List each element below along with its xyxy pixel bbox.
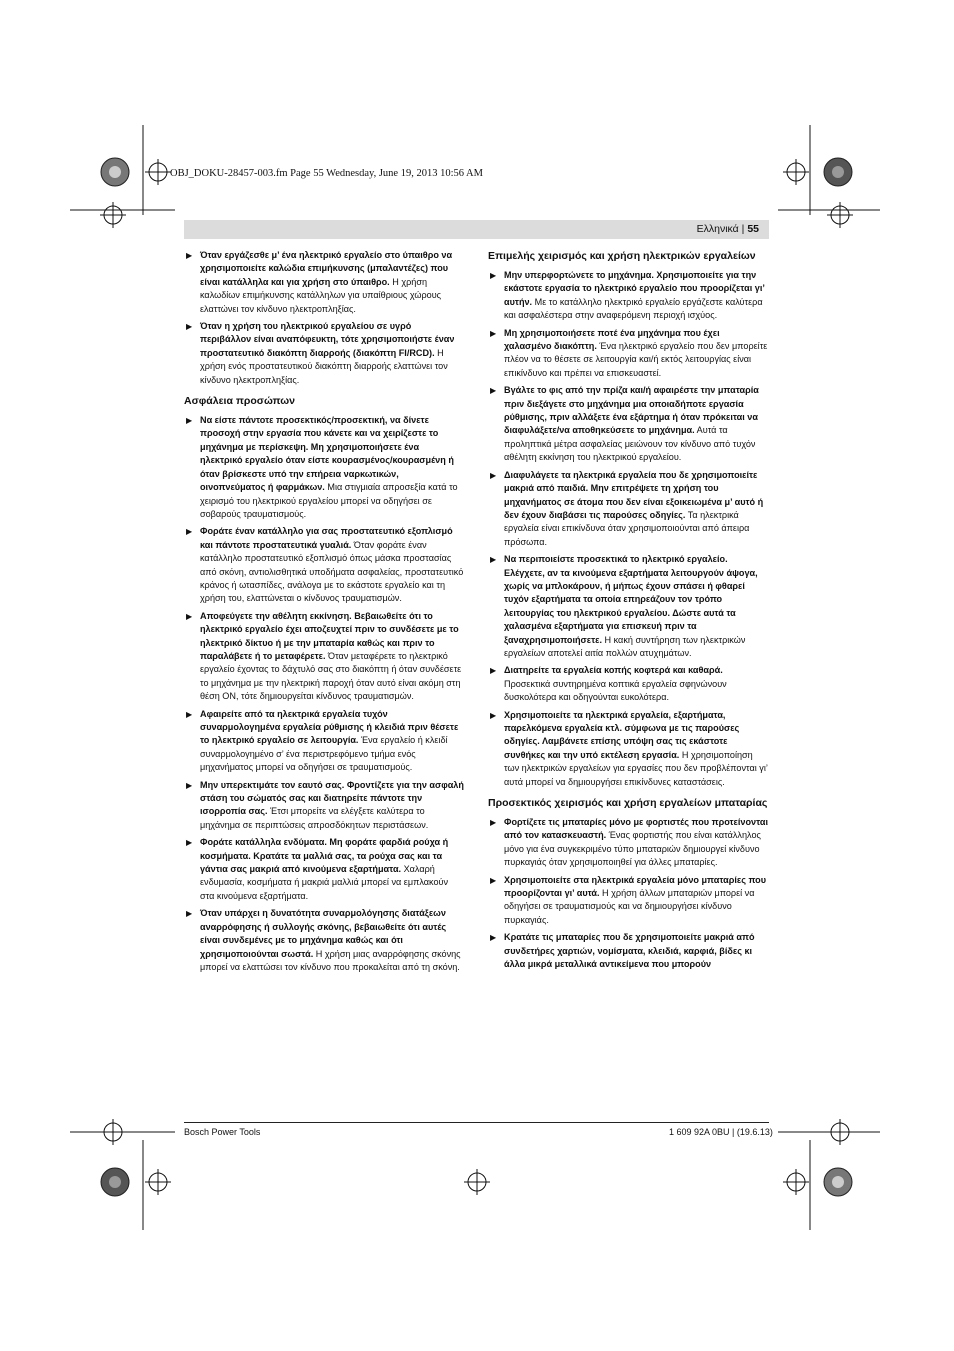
item-text: Ένα ηλεκτρικό εργαλείο που δεν μπορείτε πλέον να το θέσετε σε λειτουργία και/ή εκτός λειτουργίας είναι επικίνδυνο και πρέπει να επισκευαστεί. <box>504 341 768 378</box>
bullet-arrow-icon: ▶ <box>490 328 497 338</box>
list-item <box>488 469 768 549</box>
list-item <box>488 709 768 789</box>
file-info: OBJ_DOKU-28457-003.fm Page 55 Wednesday, June 19, 2013 10:56 AM <box>170 168 483 179</box>
item-text: Η χρήση καλωδίων επιμήκυνσης κατάλληλων για υπαίθριους χώρους ελαττώνει τον κίνδυνο ηλεκτροπληξίας. <box>200 276 442 314</box>
item-text: Όταν φοράτε έναν κατάλληλο προστατευτικό εξοπλισμό όπως μάσκα προστασίας από σκόνη, αντιολισθητικά υποδήματα ασφαλείας, προστατευτικό κράνος ή ωτασπίδες, ανάλογα με το εκάστοτε εργαλείο και τη χρήση του, ελαττώνεται ο κίνδυνος τραυματισμών. <box>200 539 464 604</box>
list-item <box>184 414 464 521</box>
item-text: Με το κατάλληλο ηλεκτρικό εργαλείο εργάζεστε καλύτερα και ασφαλέστερα στην αναφερόμενη περιοχή ισχύος. <box>504 296 763 321</box>
right-column <box>488 249 768 976</box>
list-item <box>184 907 464 974</box>
list-item <box>184 836 464 903</box>
page-header <box>184 220 769 239</box>
bullet-arrow-icon: ▶ <box>490 470 497 480</box>
item-text: Έτσι μπορείτε να ελέγξετε καλύτερα το μηχάνημα σε περιπτώσεις απροσδόκητων περιστάσεων. <box>200 806 429 830</box>
footer-doc-code: 1 609 92A 0BU | (19.6.13) <box>669 1127 773 1137</box>
bullet-arrow-icon: ▶ <box>490 710 497 720</box>
bullet-arrow-icon: ▶ <box>186 251 193 260</box>
list-item <box>488 664 768 704</box>
item-bold-text: Φορτίζετε τις μπαταρίες μόνο με φορτιστές που προτείνονται από τον κατασκευαστή. <box>504 817 768 841</box>
item-text: Η χρήση μιας αναρρόφησης σκόνης μπορεί να ελαττώσει τον κίνδυνο που προκαλείται από τη σκόνη. <box>200 948 461 972</box>
item-text: Η χρήση άλλων μπαταριών μπορεί να οδηγήσει σε τραυματισμούς και να δημιουργήσει κίνδυνο πυρκαγιάς. <box>504 888 755 925</box>
list-item <box>488 874 768 928</box>
item-text: Ένας φορτιστής που είναι κατάλληλος μόνο για ένα συγκεκριμένο τύπο μπαταριών δημιουργεί κίνδυνο πυρκαγιάς όταν χρησιμοποιηθεί για άλλες μπαταρίες. <box>504 830 761 868</box>
list-item <box>184 708 464 775</box>
item-text: Προσεκτικά συντηρημένα κοπτικά εργαλεία σφηνώνουν δυσκολότερα και οδηγούνται ευκολότερα. <box>504 678 727 703</box>
header-language: Ελληνικά <box>696 223 739 235</box>
item-text: Η χρησιμοποίηση των ηλεκτρικών εργαλείων για εργασίες που δεν προβλέπονται γι’ αυτά μπορεί να δημιουργήσει επικίνδυνες καταστάσεις. <box>504 749 768 787</box>
item-text: Ένα εργαλείο ή κλειδί συναρμολογημένο σ’ ένα περιστρεφόμενο τμήμα ενός μηχανήματος μπορεί να οδηγήσει σε τραυματισμούς. <box>200 735 448 773</box>
section-title: Προσεκτικός χειρισμός και χρήση εργαλείων μπαταρίας <box>488 797 768 810</box>
bullet-arrow-icon: ▶ <box>490 875 497 885</box>
section-title: Ασφάλεια προσώπων <box>184 395 296 408</box>
item-text: Όταν μεταφέρετε το ηλεκτρικό εργαλείο έχοντας το δάχτυλό σας στο διακόπτη ή όταν συνδέσετε το μηχάνημα με την ηλεκτρική παροχή όταν αυτό είναι ακόμη στη θέση ON, τότε δημιουργείται κίνδυνος τραυματισμών. <box>200 650 462 702</box>
item-bold-text: Όταν υπάρχει η δυνατότητα συναρμολόγησης διατάξεων αναρρόφησης ή συλλογής σκόνης, βεβαιωθείτε ότι αυτές είναι συνδεμένες με το μηχάνημα καθώς και ότι χρησιμοποιούνται σωστά. <box>200 908 447 959</box>
header-separator: | <box>741 223 745 235</box>
header-text <box>697 223 759 235</box>
item-bold-text: Να είστε πάντοτε προσεκτικός/προσεκτική, να δίνετε προσοχή στην εργασία που κάνετε και να χειρίζεστε το μηχάνημα με περίσκεψη. Μη χρησιμοποιήσετε ένα ηλεκτρικό εργαλείο όταν είστε κουρασμένος/κουρασμένη ή όταν βρίσκεστε υπό την επήρεια ναρκωτικών, οινοπνεύματος ή φαρμάκων. <box>200 415 454 493</box>
item-bold-text: Χρησιμοποιείτε τα ηλεκτρικά εργαλεία, εξαρτήματα, παρελκόμενα εργαλεία κτλ. σύμφωνα με τις παρούσες οδηγίες. Λαμβάνετε επίσης υπόψη σας τις εκάστοτε συνθήκες και την υπό εκτέλεση εργασία. <box>504 709 740 760</box>
bullet-arrow-icon: ▶ <box>490 818 497 828</box>
bullet-arrow-icon: ▶ <box>186 909 193 919</box>
footer-rule <box>184 1122 769 1123</box>
footer-brand: Bosch Power Tools <box>184 1127 261 1137</box>
item-bold-text: Βγάλτε το φις από την πρίζα και/ή αφαιρέστε την μπαταρία πριν διεξάγετε στο μηχάνημα μια οποιαδήποτε εργασία ρύθμισης, πριν αλλάξετε ένα εξάρτημα ή όταν πρόκειται να διαφυλάξετε/να αποθηκεύσετε το μηχάνημα. <box>504 385 759 436</box>
list-item <box>488 327 768 381</box>
list-item <box>184 249 464 316</box>
bullet-arrow-icon: ▶ <box>490 271 497 280</box>
bullet-arrow-icon: ▶ <box>186 780 193 790</box>
bullet-arrow-icon: ▶ <box>490 386 497 396</box>
list-item <box>184 320 464 387</box>
item-bold-text: Κρατάτε τις μπαταρίες που δε χρησιμοποιείτε μακριά από συνδετήρες χαρτιών, νομίσματα, κλειδιά, καρφιά, βίδες κι άλλα μικρά μεταλλικά αντικείμενα που μπορούν <box>504 932 755 970</box>
bullet-arrow-icon: ▶ <box>490 933 497 943</box>
left-column <box>184 249 464 978</box>
list-item <box>488 816 768 870</box>
item-text: Αυτά τα προληπτικά μέτρα ασφαλείας μειώνουν τον κίνδυνο από τυχόν αθέλητη εκκίνηση του ηλεκτρικού εργαλείου. <box>504 425 756 463</box>
item-bold-text: Αποφεύγετε την αθέλητη εκκίνηση. Βεβαιωθείτε ότι το ηλεκτρικό εργαλείο έχει αποζευχτεί πριν το συνδέσετε με το ηλεκτρικό δίκτυο ή με την μπαταρία καθώς και πριν το παραλάβετε ή το μεταφέρετε. <box>200 610 459 661</box>
item-bold-text: Διαφυλάγετε τα ηλεκτρικά εργαλεία που δε χρησιμοποιείτε μακριά από παιδιά. Μην επιτρέψετε τη χρήση του μηχανήματος σε άτομα που δεν είναι εξοικειωμένα μ’ αυτό ή δεν έχουν διαβάσει τις παρούσες οδηγίες. <box>504 469 764 520</box>
bullet-arrow-icon: ▶ <box>186 838 193 848</box>
list-item <box>184 525 464 605</box>
item-bold-text: Να περιποιείστε προσεκτικά το ηλεκτρικό εργαλείο. Ελέγχετε, αν τα κινούμενα εξαρτήματα λειτουργούν άψογα, χωρίς να μπλοκάρουν, ή μήπως έχουν σπάσει ή φθαρεί τυχόν εξαρτήματα τα οποία επηρεάζουν τον τρόπο λειτουργίας του ηλεκτρικού εργαλείου. Δώστε αυτά τα χαλασμένα εξαρτήματα για επισκευή πριν τα ξαναχρησιμοποιήσετε. <box>504 554 758 645</box>
item-bold-text: Όταν εργάζεσθε μ’ ένα ηλεκτρικό εργαλείο στο ύπαιθρο να χρησιμοποιείτε καλώδια επιμήκυνσης (μπαλαντέζες) που είναι κατάλληλα και για χρήση στο ύπαιθρο. <box>200 250 453 287</box>
item-bold-text: Μην υπερεκτιμάτε τον εαυτό σας. Φροντίζετε για την ασφαλή στάση του σώματός σας και διατηρείτε πάντοτε την ισορροπία σας. <box>200 779 464 817</box>
list-item <box>184 779 464 833</box>
list-item <box>488 384 768 464</box>
list-item <box>488 269 768 323</box>
bullet-arrow-icon: ▶ <box>186 527 193 537</box>
bullet-arrow-icon: ▶ <box>186 611 193 621</box>
bullet-arrow-icon: ▶ <box>490 666 497 676</box>
item-bold-text: Μη χρησιμοποιήσετε ποτέ ένα μηχάνημα που έχει χαλασμένο διακόπτη. <box>504 327 720 352</box>
item-bold-text: Μην υπερφορτώνετε το μηχάνημα. Χρησιμοποιείτε για την εκάστοτε εργασία το ηλεκτρικό εργαλείο που προορίζεται γι’ αυτήν. <box>504 270 765 307</box>
item-bold-text: Διατηρείτε τα εργαλεία κοπής κοφτερά και καθαρά. <box>504 665 723 676</box>
bullet-arrow-icon: ▶ <box>490 555 497 565</box>
item-text: Τα ηλεκτρικά εργαλεία είναι επικίνδυνα όταν χρησιμοποιούνται από άπειρα πρόσωπα. <box>504 509 750 547</box>
item-bold-text: Φοράτε έναν κατάλληλο για σας προστατευτικό εξοπλισμό και πάντοτε προστατευτικά γυαλιά. <box>200 526 453 550</box>
list-item <box>184 610 464 704</box>
item-bold-text: Χρησιμοποιείτε στα ηλεκτρικά εργαλεία μόνο μπαταρίες που προορίζονται γι’ αυτά. <box>504 874 767 899</box>
item-text: Η χρήση ενός προστατευτικού διακόπτη διαρροής ελαττώνει τον κίνδυνο ηλεκτροπληξίας. <box>200 347 448 385</box>
item-text: Μια στιγμιαία απροσεξία κατά το χειρισμό του ηλεκτρικού εργαλείου μπορεί να οδηγήσει σε σοβαρούς τραυματισμούς. <box>200 482 458 519</box>
page-number: 55 <box>747 223 759 235</box>
bullet-arrow-icon: ▶ <box>186 416 193 426</box>
section-title: Επιμελής χειρισμός και χρήση ηλεκτρικών εργαλείων <box>488 250 756 262</box>
item-text: Η κακή συντήρηση των ηλεκτρικών εργαλείων αποτελεί αιτία πολλών ατυχημάτων. <box>504 634 746 658</box>
item-bold-text: Αφαιρείτε από τα ηλεκτρικά εργαλεία τυχόν συναρμολογημένα εργαλεία ρύθμισης ή κλειδιά πριν θέσετε το ηλεκτρικό εργαλείο σε λειτουργία. <box>200 708 459 746</box>
list-item <box>488 931 768 971</box>
item-bold-text: Φοράτε κατάλληλα ενδύματα. Μη φοράτε φαρδιά ρούχα ή κοσμήματα. Κρατάτε τα μαλλιά σας, τα ρούχα σας και τα γάντια σας μακριά από κινούμενα εξαρτήματα. <box>200 837 449 875</box>
bullet-arrow-icon: ▶ <box>186 709 193 719</box>
bullet-arrow-icon: ▶ <box>186 322 193 332</box>
item-text: Χαλαρή ενδυμασία, κοσμήματα ή μακριά μαλλιά μπορεί να εμπλακούν στα κινούμενα εξαρτήματα. <box>200 864 449 901</box>
list-item <box>488 553 768 660</box>
item-bold-text: Όταν η χρήση του ηλεκτρικού εργαλείου σε υγρό περιβάλλον είναι αναπόφευκτη, τότε χρησιμοποιήστε έναν προστατευτικό διακόπτη διαρροής (διακόπτη FI/RCD). <box>200 321 455 358</box>
